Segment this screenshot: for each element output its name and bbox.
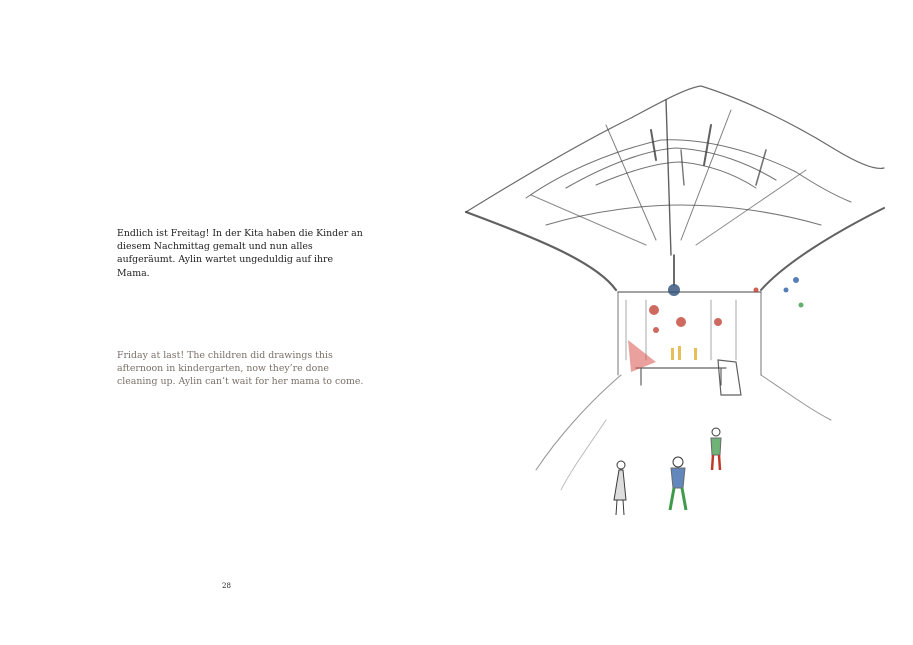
story-text-german: Endlich ist Freitag! In der Kita haben die Kinder an diesem Nachmittag gemalt und nun alles aufgeräumt. Aylin wartet ungeduldig auf ihre Mama. [117, 228, 363, 279]
child-figure-2 [670, 457, 686, 510]
page-number: 28 [222, 582, 231, 590]
child-figure-3 [711, 428, 721, 470]
left-page [0, 0, 456, 645]
kindergarten-illustration [456, 0, 913, 645]
right-page [456, 0, 913, 645]
child-figure-1 [614, 461, 626, 515]
story-text-english: Friday at last! The children did drawings this afternoon in kindergarten, now they’re done cleaning up. Aylin can’t wait for her mama to come. [117, 350, 364, 388]
